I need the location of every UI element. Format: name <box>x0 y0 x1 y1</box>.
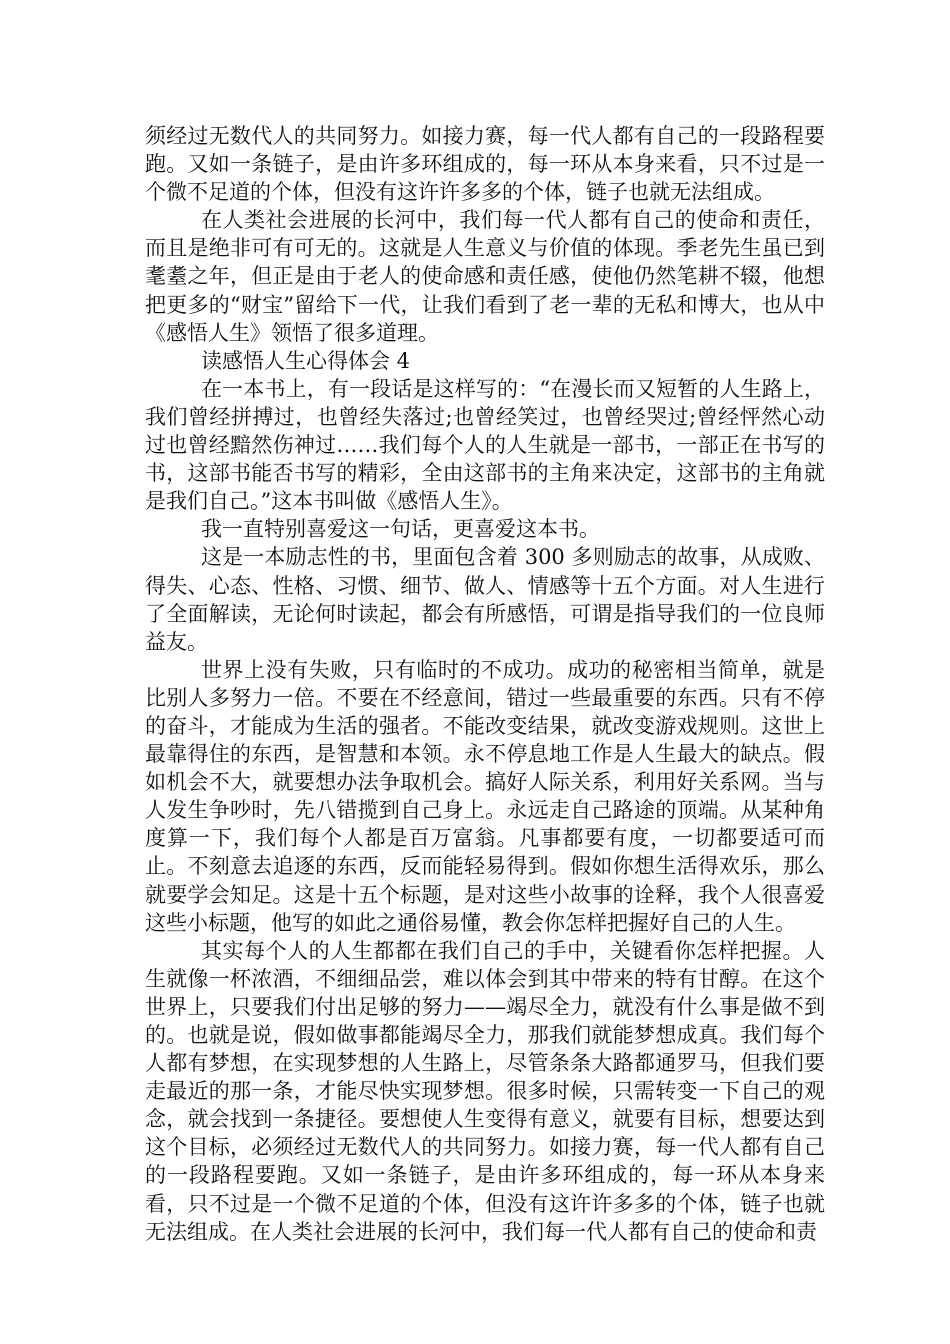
paragraph-6: 世界上没有失败，只有临时的不成功。成功的秘密相当简单，就是比别人多努力一倍。不要在不经意间，错过一些最重要的东西。只有不停的奋斗，才能成为生活的强者。不能改变结果，就改变游戏规则。这世上最靠得住的东西，是智慧和本领。永不停息地工作是人生最大的缺点。假如机会不大，就要想办法争取机会。搞好人际关系，利用好关系网。当与人发生争吵时，先八错揽到自己身上。永远走自己路途的顶端。从某种角度算一下，我们每个人都是百万富翁。凡事都要有度，一切都要适可而止。不刻意去追逐的东西，反而能轻易得到。假如你想生活得欢乐，那么就要学会知足。这是十五个标题，是对这些小故事的诠释，我个人很喜爱这些小标题，他写的如此之通俗易懂，教会你怎样把握好自己的人生。 <box>145 657 825 935</box>
paragraph-5: 这是一本励志性的书，里面包含着 300 多则励志的故事，从成败、得失、心态、性格、习惯、细节、做人、情感等十五个方面。对人生进行了全面解读，无论何时读起，都会有所感悟，可谓是指导我们的一位良师益友。 <box>145 545 825 654</box>
paragraph-3: 在一本书上，有一段话是这样写的：“在漫长而又短暂的人生路上，我们曾经拼搏过，也曾经失落过;也曾经笑过，也曾经哭过;曾经怦然心动过也曾经黯然伤神过……我们每个人的人生就是一部书，一部正在书写的书，这部书能否书写的精彩，全由这部书的主角来决定，这部书的主角就是我们自己。”这本书叫做《感悟人生》。 <box>145 376 825 514</box>
section-heading: 读感悟人生心得体会 4 <box>201 348 411 373</box>
paragraph-2: 在人类社会进展的长河中，我们每一代人都有自己的使命和责任，而且是绝非可有可无的。这就是人生意义与价值的体现。季老先生虽已到耄耋之年，但正是由于老人的使命感和责任感，使他仍然笔耕不辍，他想把更多的“财宝”留给下一代，让我们看到了老一辈的无私和博大，也从中《感悟人生》领悟了很多道理。 <box>145 208 825 345</box>
paragraph-4: 我一直特别喜爱这一句话，更喜爱这本书。 <box>201 517 600 542</box>
paragraph-7: 其实每个人的人生都都在我们自己的手中，关键看你怎样把握。人生就像一杯浓酒，不细细品尝，难以体会到其中带来的特有甘醇。在这个世界上，只要我们付出足够的努力——竭尽全力，就没有什么事是做不到的。也就是说，假如做事都能竭尽全力，那我们就能梦想成真。我们每个人都有梦想，在实现梦想的人生路上，尽管条条大路都通罗马，但我们要走最近的那一条，才能尽快实现梦想。很多时候，只需转变一下自己的观念，就会找到一条捷径。要想使人生变得有意义，就要有目标，想要达到这个目标，必须经过无数代人的共同努力。如接力赛，每一代人都有自己的一段路程要跑。又如一条链子，是由许多环组成的，每一环从本身来看，只不过是一个微不足道的个体，但没有这许许多多的个体，链子也就无法组成。在人类社会进展的长河中，我们每一代人都有自己的使命和责 <box>145 938 825 1244</box>
paragraph-1: 须经过无数代人的共同努力。如接力赛，每一代人都有自己的一段路程要跑。又如一条链子，是由许多环组成的，每一环从本身来看，只不过是一个微不足道的个体，但没有这许许多多的个体，链子也就无法组成。 <box>145 124 825 205</box>
document-page <box>145 122 825 1246</box>
